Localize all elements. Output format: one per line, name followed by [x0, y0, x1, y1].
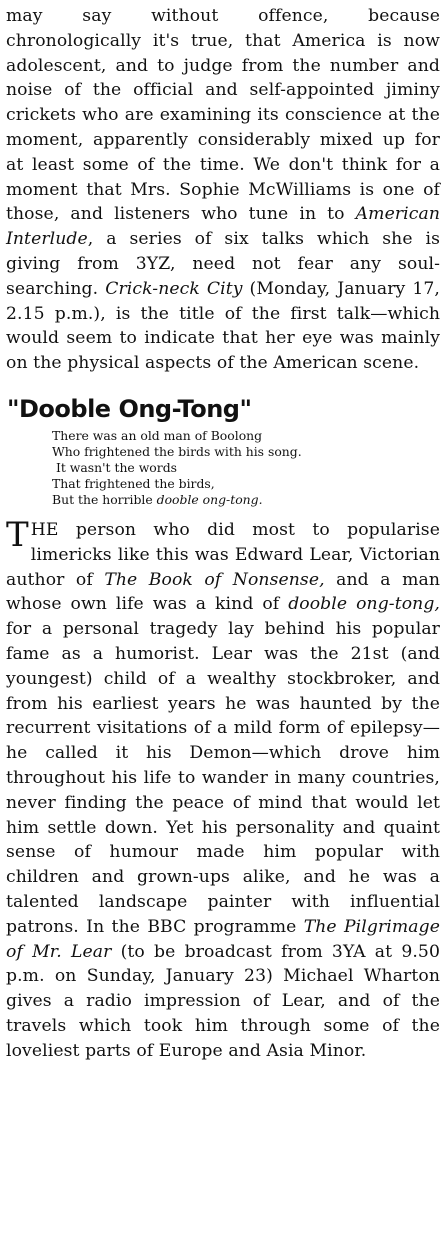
verse-line: It wasn't the words — [56, 459, 177, 475]
verse-line-italic: dooble ong-tong. — [156, 491, 263, 507]
body-text-4: (to be broadcast from 3YA at 9.50 p.m. on Sunday, January 23) Michael Wharton gives a radio impression of Lear, and of the travels which took him through some of the loveliest parts of Europe and Asia Minor. — [6, 941, 440, 1061]
article-page — [6, 4, 440, 1063]
body-term: dooble ong-tong, — [288, 594, 440, 615]
body-program-title: The Pilgrimage of Mr. Lear — [6, 916, 440, 962]
intro-text-3: (Monday, January 17, 2.15 p.m.), is the title of the first talk—which would seem to indicate that her eye was mainly on the physical aspects of the American scene. — [6, 278, 440, 374]
limerick-verse — [52, 428, 440, 508]
body-text-2: and a man whose own life was a kind of — [6, 569, 440, 615]
intro-text-2: , a series of six talks which she is giving from 3YZ, need not fear any soul-searching. — [6, 229, 440, 299]
verse-line: Who frightened the birds with his song. — [52, 443, 302, 459]
body-text-1: HE person who did most to popularise limericks like this was Edward Lear, Victorian author of — [6, 519, 440, 590]
intro-program-title: American Interlude — [6, 204, 440, 250]
article-body-paragraph — [6, 514, 440, 1064]
cut-off-next-heading — [30, 1238, 430, 1256]
verse-line: There was an old man of Boolong — [52, 427, 263, 443]
section-heading: "Dooble Ong-Tong" — [7, 394, 252, 423]
intro-text-1: may say without offence, because chronologically it's true, that America is now adolescent, and to judge from the number and noise of the official and self-appointed jiminy crickets who are examining its conscience at the moment, apparently considerably mixed up for at least some of the time. We don't think for a moment that Mrs. Sophie McWilliams is one of those, and listeners who tune in to — [6, 6, 440, 225]
verse-line: That frightened the birds, — [52, 475, 215, 491]
body-book-title: The Book of Nonsense, — [104, 569, 325, 590]
verse-line — [52, 492, 440, 508]
article-intro-paragraph — [6, 4, 440, 376]
intro-talk-title: Crick-neck City — [105, 278, 243, 299]
body-text-3: for a personal tragedy lay behind his popular fame as a humorist. Lear was the 21st (and youngest) child of a wealthy stockbroker, and from his earliest years he was haunted by the recurrent visitations of a mild form of epilepsy—he called it his Demon—which drove him throughout his life to wander in many countries, never finding the peace of mind that would let him settle down. Yet his personality and quaint sense of humour made him popular with children and grown-ups alike, and he was a talented landscape painter with influential patrons. In the BBC programme — [6, 619, 440, 937]
verse-line-text: But the horrible — [52, 491, 157, 507]
drop-cap: T — [6, 514, 29, 555]
